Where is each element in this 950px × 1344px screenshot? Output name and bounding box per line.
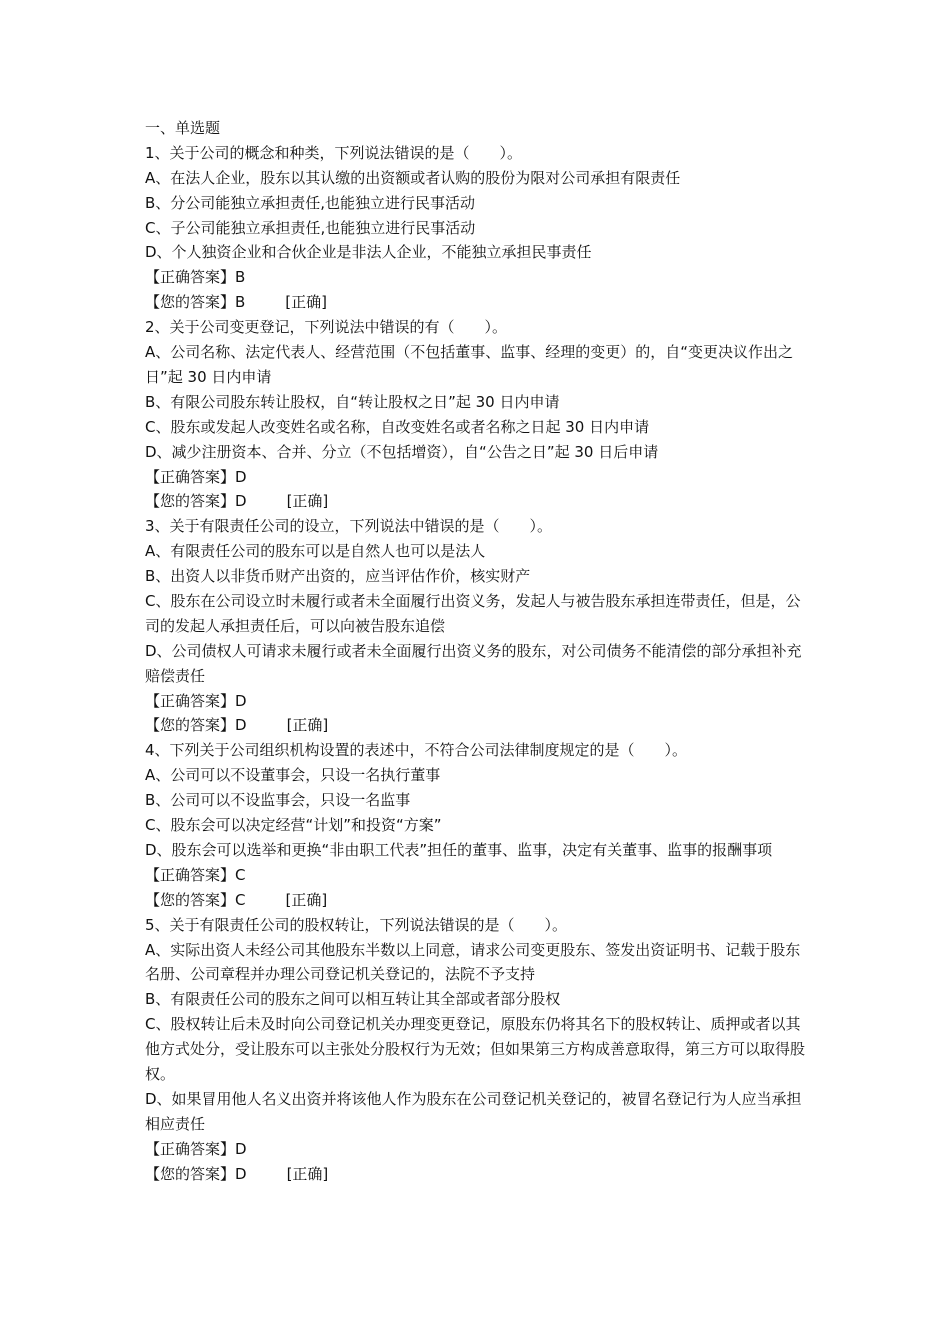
option-d: D、个人独资企业和合伙企业是非法人企业，不能独立承担民事责任: [145, 243, 592, 262]
question-stem: 1、关于公司的概念和种类，下列说法错误的是（ ）。: [145, 143, 523, 162]
option-d: D、如果冒用他人名义出资并将该他人作为股东在公司登记机关登记的，被冒名登记行为人应当承担相应责任: [145, 1089, 802, 1133]
option-c: C、股权转让后未及时向公司登记机关办理变更登记，原股东仍将其名下的股权转让、质押或者以其他方式处分，受让股东可以主张处分股权行为无效；但如果第三方构成善意取得，第三方可以取得股权。: [145, 1015, 806, 1084]
option-c: C、股东会可以决定经营“计划”和投资“方案”: [145, 816, 442, 835]
option-c: C、股东在公司设立时未履行或者未全面履行出资义务，发起人与被告股东承担连带责任，但是，公司的发起人承担责任后，可以向被告股东追偿: [145, 591, 801, 635]
your-answer-value: 【您的答案】D: [145, 1164, 247, 1183]
correct-answer: 【正确答案】D: [145, 1139, 247, 1158]
your-answer: [145, 290, 813, 315]
your-answer-value: 【您的答案】B: [145, 293, 246, 312]
correct-answer: 【正确答案】B: [145, 268, 246, 287]
question-4: [145, 738, 813, 912]
your-answer: [145, 713, 813, 738]
option-b: B、有限公司股东转让股权，自“转让股权之日”起 30 日内申请: [145, 392, 560, 411]
answer-status: [正确]: [286, 492, 329, 511]
answer-status: [正确]: [285, 293, 328, 312]
option-a: A、实际出资人未经公司其他股东半数以上同意，请求公司变更股东、签发出资证明书、记载于股东名册、公司章程并办理公司登记机关登记的，法院不予支持: [145, 940, 801, 984]
your-answer-value: 【您的答案】C: [145, 890, 246, 909]
option-c: C、股东或发起人改变姓名或名称，自改变姓名或者名称之日起 30 日内申请: [145, 417, 650, 436]
your-answer: [145, 489, 813, 514]
option-a: A、公司名称、法定代表人、经营范围（不包括董事、监事、经理的变更）的，自“变更决议作出之日”起 30 日内申请: [145, 343, 794, 386]
correct-answer: 【正确答案】D: [145, 467, 247, 486]
option-b: B、出资人以非货币财产出资的，应当评估作价，核实财产: [145, 567, 531, 586]
option-b: B、有限责任公司的股东之间可以相互转让其全部或者部分股权: [145, 990, 561, 1009]
option-a: A、公司可以不设董事会，只设一名执行董事: [145, 766, 441, 785]
option-c: C、子公司能独立承担责任,也能独立进行民事活动: [145, 218, 476, 237]
option-d: D、股东会可以选举和更换“非由职工代表”担任的董事、监事，决定有关董事、监事的报酬事项: [145, 840, 773, 859]
option-a: A、有限责任公司的股东可以是自然人也可以是法人: [145, 542, 486, 561]
your-answer-value: 【您的答案】D: [145, 492, 247, 511]
question-1: [145, 141, 813, 315]
question-stem: 4、下列关于公司组织机构设置的表述中，不符合公司法律制度规定的是（ ）。: [145, 741, 688, 760]
your-answer: [145, 1162, 813, 1187]
question-stem: 3、关于有限责任公司的设立，下列说法中错误的是（ ）。: [145, 517, 553, 536]
your-answer: [145, 888, 813, 913]
question-5: [145, 913, 813, 1187]
question-stem: 2、关于公司变更登记，下列说法中错误的有（ ）。: [145, 318, 508, 337]
section-title: 一、单选题: [145, 119, 221, 137]
correct-answer: 【正确答案】C: [145, 865, 246, 884]
answer-status: [正确]: [286, 716, 329, 735]
correct-answer: 【正确答案】D: [145, 691, 247, 710]
option-a: A、在法人企业，股东以其认缴的出资额或者认购的股份为限对公司承担有限责任: [145, 168, 681, 187]
exam-document: [145, 116, 813, 1187]
question-2: [145, 315, 813, 514]
answer-status: [正确]: [285, 890, 328, 909]
option-b: B、分公司能独立承担责任,也能独立进行民事活动: [145, 193, 476, 212]
question-3: [145, 514, 813, 738]
answer-status: [正确]: [286, 1164, 329, 1183]
your-answer-value: 【您的答案】D: [145, 716, 247, 735]
option-d: D、公司债权人可请求未履行或者未全面履行出资义务的股东，对公司债务不能清偿的部分承担补充赔偿责任: [145, 641, 802, 685]
question-stem: 5、关于有限责任公司的股权转让，下列说法错误的是（ ）。: [145, 915, 568, 934]
option-b: B、公司可以不设监事会，只设一名监事: [145, 791, 411, 810]
option-d: D、减少注册资本、合并、分立（不包括增资），自“公告之日”起 30 日后申请: [145, 442, 659, 461]
